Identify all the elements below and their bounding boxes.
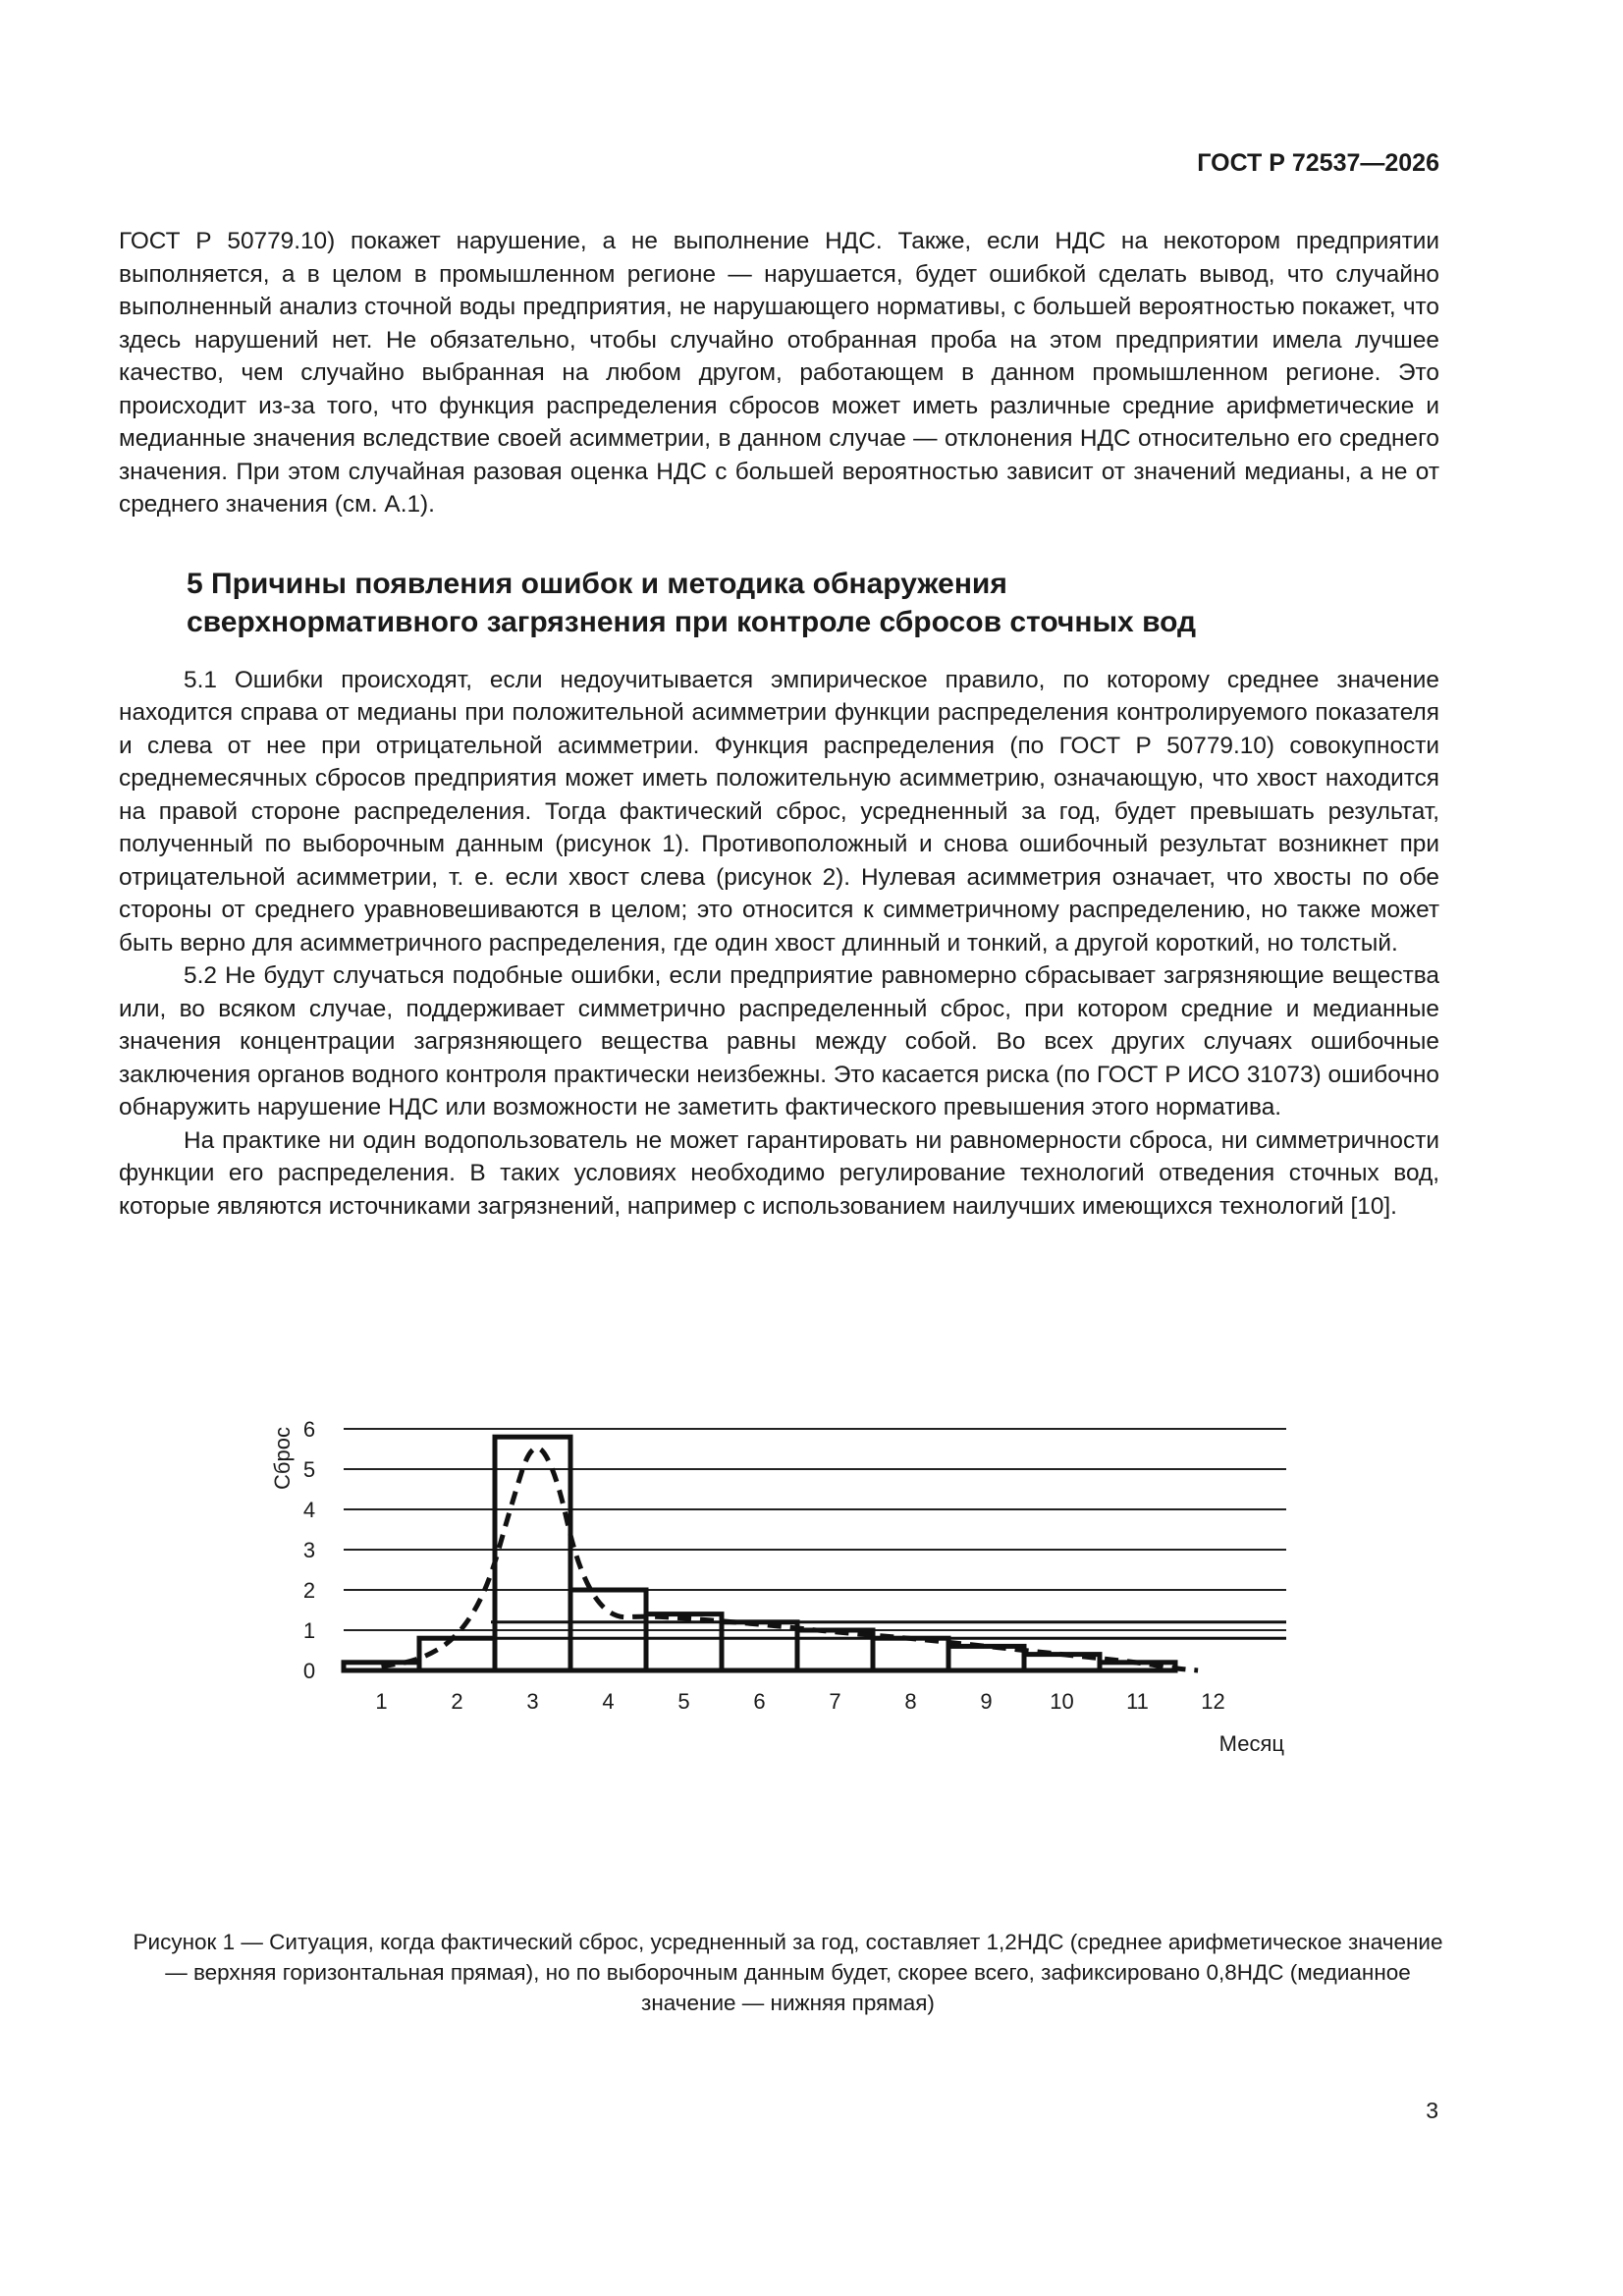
- paragraph-5-1: 5.1 Ошибки происходят, если недоучитывается эмпирическое правило, по которому среднее значение находится справа от медианы при положительной асимметрии функции распределения контролируемого показателя и слева от нее при отрицательной асимметрии. Функция распределения (по ГОСТ Р 50779.10) совокупности среднемесячных сбросов предприятия может иметь положительную асимметрию, означающую, что хвост находится на правой стороне распределения. Тогда фактический сброс, усредненный за год, будет превышать результат, полученный по выборочным данным (рисунок 1). Противоположный и снова ошибочный результат возникнет при отрицательной асимметрии, т. е. если хвост слева (рисунок 2). Нулевая асимметрия означает, что хвосты по обе стороны от среднего уравновешиваются в целом; это относится к симметричному распределению, но также может быть верно для асимметричного распределения, где один хвост длинный и тонкий, а другой короткий, но толстый.: [119, 666, 1439, 957]
- x-tick-label: 4: [602, 1689, 615, 1714]
- page-body: [119, 225, 1439, 1223]
- bar: [495, 1437, 570, 1670]
- x-tick-label: 2: [451, 1689, 463, 1714]
- intro-paragraph: ГОСТ Р 50779.10) покажет нарушение, а не выполнение НДС. Также, если НДС на некотором предприятии выполняется, а в целом в промышленном регионе — нарушается, будет ошибкой сделать вывод, что случайно выполненный анализ сточной воды предприятия, не нарушающего нормативы, с большей вероятностью покажет, что здесь нарушений нет. Не обязательно, чтобы случайно отобранная проба на этом предприятии имела лучшее качество, чем случайно выбранная на любом другом, работающем в данном промышленном регионе. Это происходит из-за того, что функция распределения сбросов может иметь различные средние арифметические и медианные значения вследствие своей асимметрии, в данном случае — отклонения НДС относительно его среднего значения. При этом случайная разовая оценка НДС с большей вероятностью зависит от значений медианы, а не от среднего значения (см. А.1).: [119, 228, 1439, 518]
- y-tick-label: 1: [302, 1618, 316, 1643]
- page-number: 3: [1426, 2098, 1438, 2123]
- y-tick-label: 5: [302, 1457, 316, 1482]
- x-axis-label: Месяц: [1218, 1731, 1284, 1756]
- y-tick-label: 0: [302, 1659, 316, 1683]
- x-tick-label: 12: [1201, 1689, 1225, 1714]
- bar: [948, 1646, 1024, 1670]
- y-tick-label: 6: [302, 1417, 316, 1442]
- y-axis-label: Сброс: [270, 1427, 295, 1490]
- x-tick-label: 8: [904, 1689, 917, 1714]
- x-tick-label: 10: [1050, 1689, 1074, 1714]
- figure-1: [245, 1399, 1301, 1756]
- y-tick-label: 4: [302, 1498, 316, 1522]
- section-title-line-1: 5 Причины появления ошибок и методика обнаружения: [187, 567, 1007, 600]
- y-tick-label: 3: [302, 1538, 316, 1562]
- x-tick-label: 7: [829, 1689, 841, 1714]
- paragraph-5-2: 5.2 Не будут случаться подобные ошибки, если предприятие равномерно сбрасывает загрязняющие вещества или, во всяком случае, поддерживает симметрично распределенный сброс, при котором средние и медианные значения концентрации загрязняющего вещества равны между собой. Во всех других случаях ошибочные заключения органов водного контроля практически неизбежны. Это касается риска (по ГОСТ Р ИСО 31073) ошибочно обнаружить нарушение НДС или возможности не заметить фактического превышения этого норматива.: [119, 962, 1439, 1121]
- paragraph-practice: На практике ни один водопользователь не может гарантировать ни равномерности сброса, ни симметричности функции его распределения. В таких условиях необходимо регулирование технологий отведения сточных вод, которые являются источниками загрязнений, например с использованием наилучших имеющихся технологий [10].: [119, 1126, 1439, 1220]
- x-tick-label: 1: [375, 1689, 388, 1714]
- x-tick-label: 3: [526, 1689, 539, 1714]
- x-tick-label: 9: [980, 1689, 993, 1714]
- chart-svg: [245, 1399, 1301, 1763]
- figure-caption: Рисунок 1 — Ситуация, когда фактический сброс, усредненный за год, составляет 1,2НДС (среднее арифметическое значение — верхняя горизонтальная прямая), но по выборочным данным будет, скорее всего, зафиксировано 0,8НДС (медианное значение — нижняя прямая): [133, 1930, 1443, 2015]
- x-tick-label: 11: [1126, 1689, 1149, 1714]
- x-tick-label: 5: [677, 1689, 690, 1714]
- x-tick-label: 6: [753, 1689, 766, 1714]
- section-title-line-2: сверхнормативного загрязнения при контроле сбросов сточных вод: [187, 605, 1197, 638]
- section-5-title: [187, 565, 1439, 641]
- document-header: ГОСТ Р 72537—2026: [1197, 149, 1439, 177]
- y-tick-label: 2: [302, 1578, 316, 1603]
